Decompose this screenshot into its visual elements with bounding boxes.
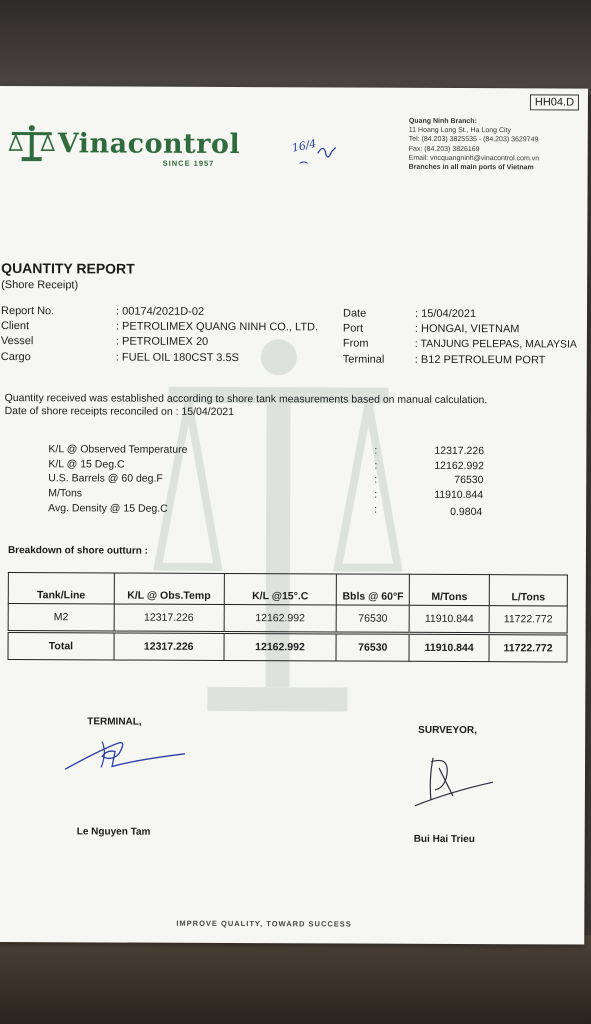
summary-value: 76530 (454, 473, 484, 487)
summary-value: 12162.992 (434, 459, 485, 473)
document-code: HH04.D (530, 94, 579, 110)
table-cell: 12317.226 (114, 604, 224, 632)
breakdown-heading: Breakdown of shore outturn : (7, 545, 148, 557)
summary-label: M/Tons (48, 487, 83, 500)
summary-sep: : (374, 503, 378, 516)
breakdown-table (7, 572, 567, 662)
summary-label: U.S. Barrels @ 60 deg.F (48, 472, 163, 485)
summary-label: Avg. Density @ 15 Deg.C (48, 502, 168, 515)
background-top (0, 0, 591, 95)
summary-sep: : (374, 473, 378, 486)
terminal-role: TERMINAL, (87, 716, 142, 728)
field-value: : 00174/2021D-02 (115, 305, 205, 318)
table-cell: 11722.772 (489, 606, 567, 634)
table-cell: 11722.772 (489, 634, 567, 662)
field-value: : PETROLIMEX 20 (115, 335, 209, 348)
field-label: Vessel (0, 335, 34, 348)
terminal-name: Le Nguyen Tam (76, 826, 151, 838)
summary-value: 11910.844 (434, 488, 484, 502)
table-row (8, 604, 567, 634)
field-value: : PETROLIMEX QUANG NINH CO., LTD. (115, 320, 319, 334)
field-label: From (342, 337, 369, 350)
statement-text: Quantity received was established according to shore tank measurements based on manual calculation. (4, 392, 488, 407)
field-label: Port (342, 322, 364, 335)
branch-title: Quang Ninh Branch: (408, 117, 477, 126)
branch-address: 11 Hoang Long St., Ha Long City (408, 126, 512, 135)
statement-date: Date of shore receipts reconciled on : 15/04/2021 (4, 405, 235, 419)
surveyor-role: SURVEYOR, (418, 724, 477, 737)
column-header: L/Tons (489, 575, 567, 606)
column-header: K/L @15°.C (224, 573, 337, 604)
field-value: : TANJUNG PELEPAS, MALAYSIA (414, 337, 577, 351)
surveyor-signature-icon (409, 748, 499, 808)
table-cell: 76530 (336, 605, 409, 633)
summary-sep: : (374, 444, 378, 457)
field-value: : B12 PETROLEUM PORT (414, 353, 546, 367)
field-label: Client (0, 320, 30, 333)
field-value: : 15/04/2021 (414, 307, 477, 321)
summary-sep: : (374, 488, 378, 501)
vinacontrol-logo-icon (8, 124, 56, 162)
footer-slogan: IMPROVE QUALITY, TOWARD SUCCESS (176, 918, 352, 929)
column-header: M/Tons (409, 574, 489, 605)
summary-label: K/L @ Observed Temperature (48, 443, 188, 456)
branch-email: Email: vncquangninh@vinacontrol.com.vn (408, 154, 540, 163)
branch-fax: Fax: (84.203) 3826169 (408, 145, 480, 153)
branch-tel: Tel: (84.203) 3825535 - (84.203) 3629749 (408, 136, 539, 144)
table-cell: 11910.844 (409, 605, 489, 633)
table-cell: M2 (8, 604, 114, 632)
field-label: Report No. (0, 305, 55, 318)
background-bottom (0, 935, 591, 1024)
field-value: : HONGAI, VIETNAM (414, 322, 520, 336)
handwritten-date: 16/4 (290, 136, 318, 155)
table-header-row (8, 573, 567, 606)
table-cell: 12162.992 (224, 632, 337, 660)
table-total-row (8, 632, 567, 662)
table-cell: Total (8, 632, 114, 660)
brand-name: Vinacontrol (57, 128, 241, 161)
terminal-signature-icon (57, 731, 192, 777)
table-cell: 76530 (336, 633, 409, 661)
brand-since: SINCE 1957 (162, 158, 215, 168)
column-header: Bbls @ 60°F (337, 574, 410, 605)
table-cell: 12317.226 (114, 632, 224, 660)
column-header: Tank/Line (8, 573, 114, 604)
branch-info (409, 117, 540, 173)
summary-value: 0.9804 (450, 505, 483, 519)
field-label: Date (342, 307, 367, 320)
summary-value: 12317.226 (434, 444, 485, 458)
report-title: QUANTITY REPORT (1, 260, 135, 277)
handwritten-initials-icon (290, 136, 340, 169)
field-label: Terminal (342, 353, 385, 366)
table-cell: 12162.992 (224, 604, 337, 632)
table-cell: 11910.844 (409, 633, 489, 661)
column-header: K/L @ Obs.Temp (114, 573, 224, 604)
branch-note: Branches in all main ports of Vietnam (408, 163, 534, 172)
summary-label: K/L @ 15 Deg.C (48, 458, 125, 471)
field-label: Cargo (0, 351, 31, 364)
report-subtitle: (Shore Receipt) (1, 279, 79, 292)
surveyor-name: Bui Hai Trieu (413, 833, 475, 846)
summary-sep: : (374, 459, 378, 472)
field-value: : FUEL OIL 180CST 3.5S (115, 351, 239, 365)
document-sheet (0, 86, 588, 945)
